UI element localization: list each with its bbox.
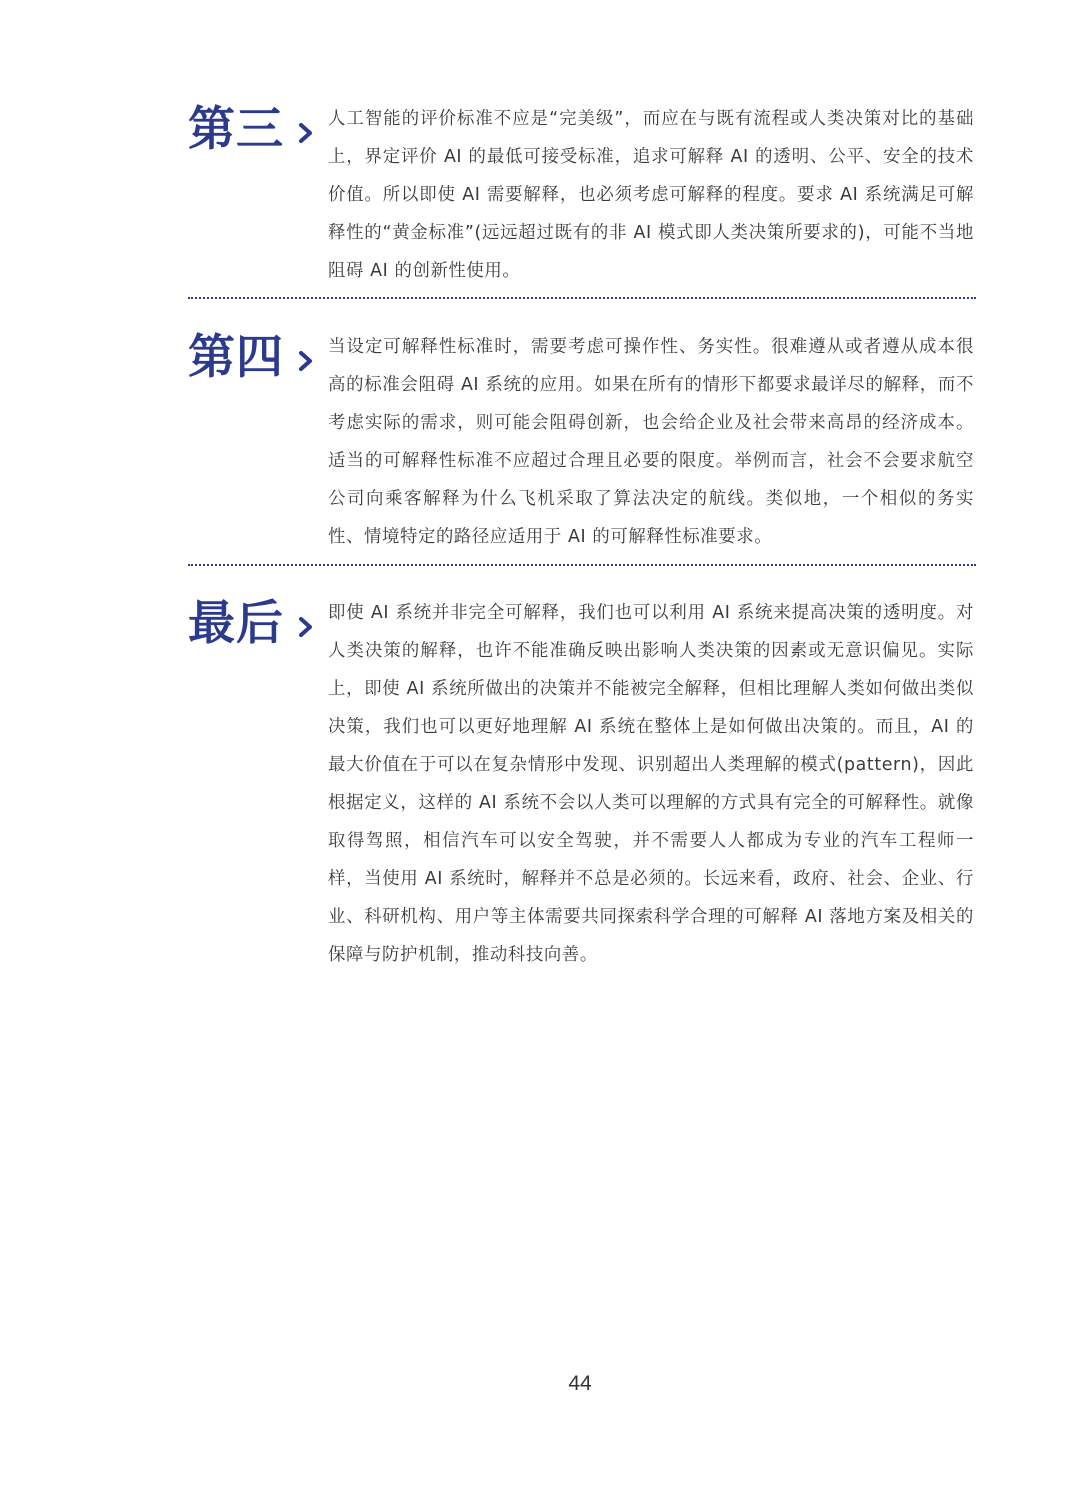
dotted-divider <box>188 564 976 566</box>
heading-text: 第三 <box>188 102 284 157</box>
heading-text: 第四 <box>188 330 284 385</box>
section-heading <box>188 100 316 160</box>
section-third <box>188 100 978 290</box>
section-paragraph: 当设定可解释性标准时，需要考虑可操作性、务实性。很难遵从或者遵从成本很高的标准会阻碍 AI 系统的应用。如果在所有的情形下都要求最详尽的解释，而不考虑实际的需求，则可能会阻碍创新，也会给企业及社会带来高昂的经济成本。适当的可解释性标准不应超过合理且必要的限度。举例而言，社会不会要求航空公司向乘客解释为什么飞机采取了算法决定的航线。类似地，一个相似的务实性、情境特定的路径应适用于 AI 的可解释性标准要求。 <box>328 337 974 547</box>
section-last <box>188 594 978 984</box>
page-number: 44 <box>568 1372 592 1395</box>
section-heading <box>188 594 316 654</box>
section-fourth <box>188 328 978 558</box>
chevron-right-icon <box>296 615 316 639</box>
section-paragraph: 即使 AI 系统并非完全可解释，我们也可以利用 AI 系统来提高决策的透明度。对人类决策的解释，也许不能准确反映出影响人类决策的因素或无意识偏见。实际上，即使 AI 系统所做出的决策并不能被完全解释，但相比理解人类如何做出类似决策，我们也可以更好地理解 AI 系统在整体上是如何做出决策的。而且，AI 的最大价值在于可以在复杂情形中发现、识别超出人类理解的模式(pattern)，因此根据定义，这样的 AI 系统不会以人类可以理解的方式具有完全的可解释性。就像取得驾照，相信汽车可以安全驾驶，并不需要人人都成为专业的汽车工程师一样，当使用 AI 系统时，解释并不总是必须的。长远来看，政府、社会、企业、行业、科研机构、用户等主体需要共同探索科学合理的可解释 AI 落地方案及相关的保障与防护机制，推动科技向善。 <box>328 603 974 965</box>
dotted-divider <box>188 297 976 299</box>
heading-text: 最后 <box>188 596 284 651</box>
section-paragraph: 人工智能的评价标准不应是“完美级”，而应在与既有流程或人类决策对比的基础上，界定评价 AI 的最低可接受标准，追求可解释 AI 的透明、公平、安全的技术价值。所以即使 AI 需要解释，也必须考虑可解释的程度。要求 AI 系统满足可解释性的“黄金标准”(远远超过既有的非 AI 模式即人类决策所要求的)，可能不当地阻碍 AI 的创新性使用。 <box>328 109 974 281</box>
section-heading <box>188 328 316 388</box>
chevron-right-icon <box>296 349 316 373</box>
chevron-right-icon <box>296 121 316 145</box>
